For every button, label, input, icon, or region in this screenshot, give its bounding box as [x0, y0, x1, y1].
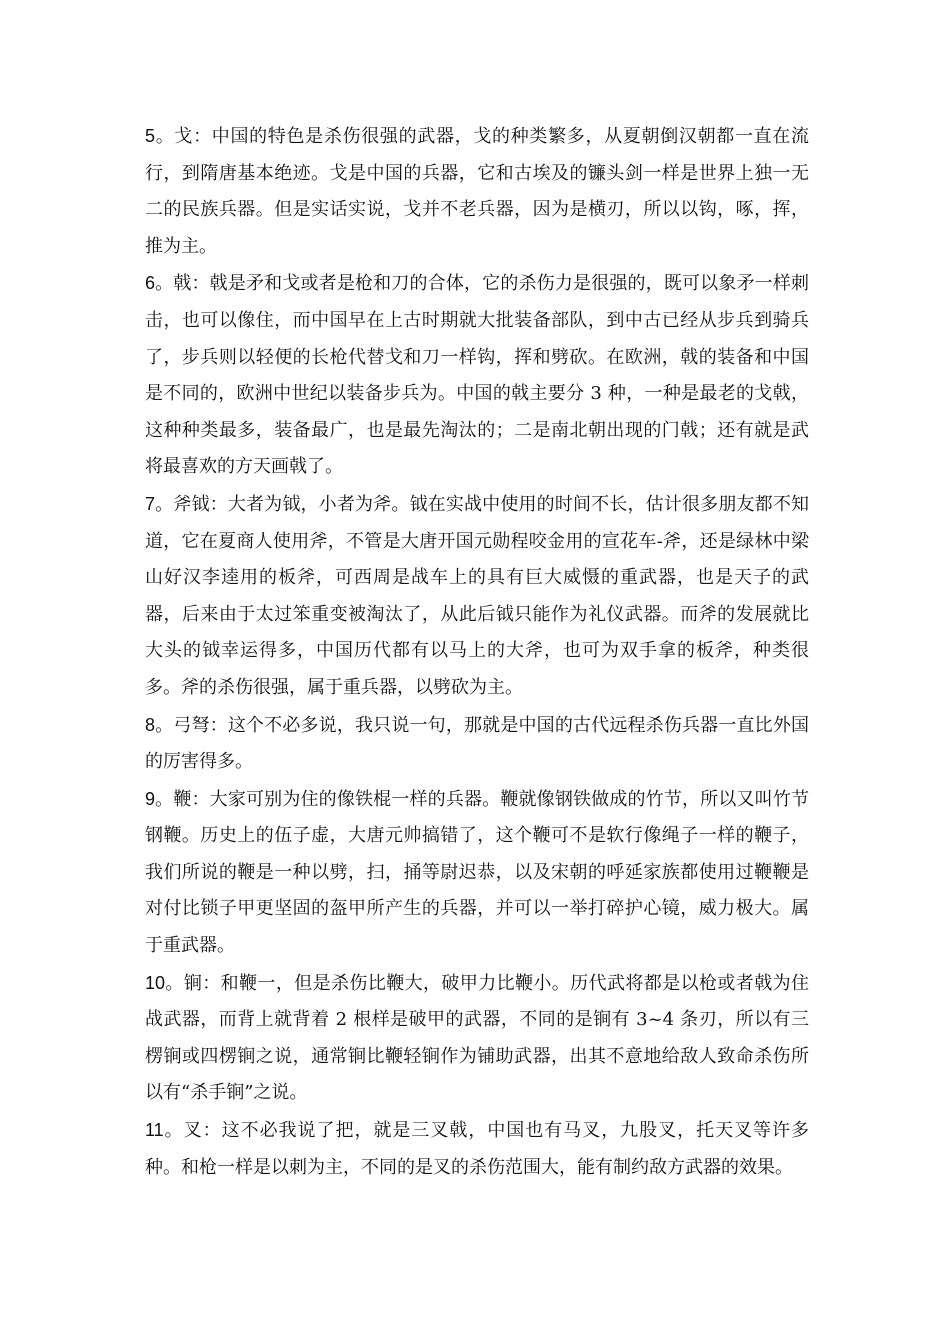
paragraph-text: 。叉：这不必我说了把，就是三叉戟，中国也有马叉，九股叉，托天叉等许多种。和枪一样是以刺为主，不同的是叉的杀伤范围大，能有制约敌方武器的效果。 — [145, 1120, 809, 1178]
paragraph-text: 。戟：戟是矛和戈或者是枪和刀的合体，它的杀伤力是很强的，既可以象矛一样刺击，也可以像住，而中国早在上古时期就大批装备部队，到中古已经从步兵到骑兵了，步兵则以轻便的长枪代替戈和刀一样钩，挥和劈砍。在欧洲，戟的装备和中国是不同的，欧洲中世纪以装备步兵为。中国的戟主要分 3 种，一种是最老的戈戟，这种种类最多，装备最广，也是最先淘汰的；二是南北朝出现的门戟；还有就是武将最喜欢的方天画戟了。 — [145, 273, 809, 478]
paragraph-10 — [145, 965, 809, 1112]
paragraph-text: 。锏：和鞭一，但是杀伤比鞭大，破甲力比鞭小。历代武将都是以枪或者戟为住战武器，而背上就背着 2 根样是破甲的武器，不同的是锏有 3~4 条刃，所以有三楞锏或四楞锏之说，通常锏比鞭轻锏作为铺助武器，出其不意地给敌人致命杀伤所以有“杀手锏”之说。 — [145, 972, 809, 1104]
paragraph-number: 11 — [145, 1120, 164, 1141]
paragraph-number: 10 — [145, 972, 166, 993]
paragraph-8 — [145, 707, 809, 781]
paragraph-text: 。鞭：大家可别为住的像铁棍一样的兵器。鞭就像钢铁做成的竹节，所以又叫竹节钢鞭。历史上的伍子虚，大唐元帅搞错了，这个鞭可不是软行像绳子一样的鞭子，我们所说的鞭是一种以劈，扫，捅等尉迟恭，以及宋朝的呼延家族都使用过鞭鞭是对付比锁子甲更坚固的盔甲所产生的兵器，并可以一举打碎护心镜，威力极大。属于重武器。 — [145, 788, 809, 957]
paragraph-number: 9 — [145, 788, 156, 809]
paragraph-9 — [145, 781, 809, 965]
paragraph-5 — [145, 118, 809, 265]
document-body — [145, 118, 809, 1186]
paragraph-text: 。弓弩：这个不必多说，我只说一句，那就是中国的古代远程杀伤兵器一直比外国的厉害得多。 — [145, 714, 809, 773]
paragraph-7 — [145, 486, 809, 707]
paragraph-text: 。斧钺：大者为钺，小者为斧。钺在实战中使用的时间不长，估计很多朋友都不知道，它在夏商人使用斧，不管是大唐开国元勋程咬金用的宣花车-斧，还是绿林中梁山好汉李逵用的板斧，可西周是战车上的具有巨大威慑的重武器，也是天子的武器，后来由于太过笨重变被淘汰了，从此后钺只能作为礼仪武器。而斧的发展就比大头的钺幸运得多，中国历代都有以马上的大斧，也可为双手拿的板斧，种类很多。斧的杀伤很强，属于重兵器，以劈砍为主。 — [145, 493, 809, 698]
paragraph-number: 5 — [145, 126, 156, 146]
paragraph-number: 8 — [145, 714, 156, 735]
paragraph-11 — [145, 1112, 809, 1186]
paragraph-text: 。戈：中国的特色是杀伤很强的武器，戈的种类繁多，从夏朝倒汉朝都一直在流行，到隋唐基本绝迹。戈是中国的兵器，它和古埃及的镰头剑一样是世界上独一无二的民族兵器。但是实话实说，戈并不老兵器，因为是横刃，所以以钩，啄，挥，推为主。 — [145, 126, 809, 257]
paragraph-number: 6 — [145, 273, 156, 294]
paragraph-6 — [145, 265, 809, 486]
paragraph-number: 7 — [145, 493, 156, 514]
